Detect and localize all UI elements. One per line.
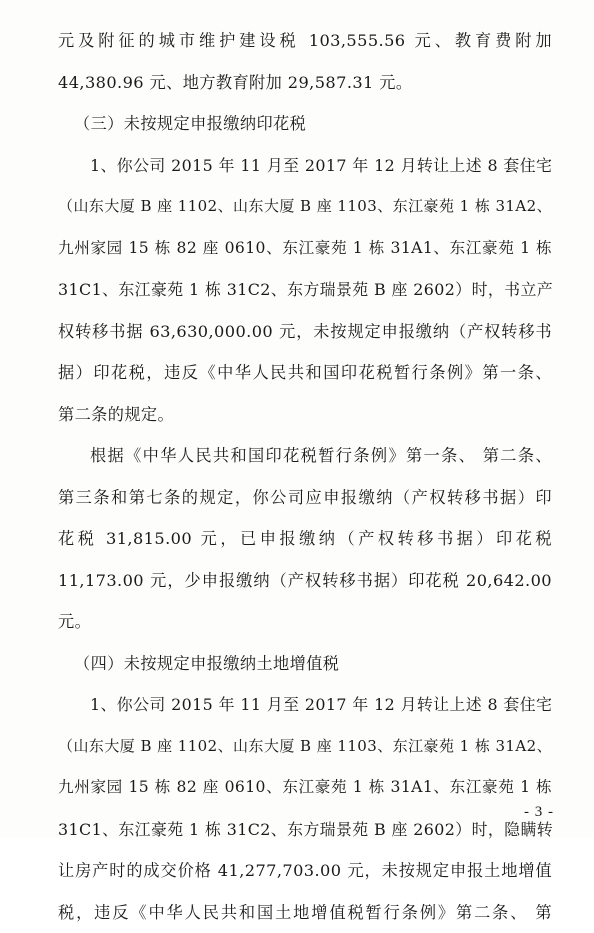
text-line: 第二条的规定。	[58, 394, 552, 436]
text-line: 31C1、东江豪苑 1 栋 31C2、东方瑞景苑 B 座 2602）时，书立产	[58, 269, 552, 311]
text-line: 第三条和第七条的规定，你公司应申报缴纳（产权转移书据）印	[58, 477, 552, 519]
text-line: 31C1、东江豪苑 1 栋 31C2、东方瑞景苑 B 座 2602）时，隐瞒转	[58, 809, 552, 851]
page-number: - 3 -	[524, 804, 554, 821]
text-line: 1、你公司 2015 年 11 月至 2017 年 12 月转让上述 8 套住宅	[58, 684, 552, 726]
text-line: 元。	[58, 601, 552, 643]
text-line: 11,173.00 元，少申报缴纳（产权转移书据）印花税 20,642.00	[58, 560, 552, 602]
text-line: 让房产时的成交价格 41,277,703.00 元，未按规定申报土地增值	[58, 850, 552, 892]
text-line: 税，违反《中华人民共和国土地增值税暂行条例》第二条、 第	[58, 892, 552, 933]
section-heading: （四）未按规定申报缴纳土地增值税	[58, 643, 552, 685]
document-body	[58, 20, 552, 933]
text-line: 权转移书据 63,630,000.00 元，未按规定申报缴纳（产权转移书	[58, 311, 552, 353]
text-line: 1、你公司 2015 年 11 月至 2017 年 12 月转让上述 8 套住宅	[58, 145, 552, 187]
text-line: 据）印花税，违反《中华人民共和国印花税暂行条例》第一条、	[58, 352, 552, 394]
text-line: 根据《中华人民共和国印花税暂行条例》第一条、 第二条、	[58, 435, 552, 477]
text-line: 44,380.96 元、地方教育附加 29,587.31 元。	[58, 62, 552, 104]
text-line: 花税 31,815.00 元，已申报缴纳（产权转移书据）印花税	[58, 518, 552, 560]
text-line: 九州家园 15 栋 82 座 0610、东江豪苑 1 栋 31A1、东江豪苑 1 栋	[58, 228, 552, 270]
section-heading: （三）未按规定申报缴纳印花税	[58, 103, 552, 145]
text-line: （山东大厦 B 座 1102、山东大厦 B 座 1103、东江豪苑 1 栋 31A2、	[58, 726, 552, 768]
text-line: 九州家园 15 栋 82 座 0610、东江豪苑 1 栋 31A1、东江豪苑 1 栋	[58, 767, 552, 809]
text-line: （山东大厦 B 座 1102、山东大厦 B 座 1103、东江豪苑 1 栋 31A2、	[58, 186, 552, 228]
text-line: 元及附征的城市维护建设税 103,555.56 元、教育费附加	[58, 20, 552, 62]
